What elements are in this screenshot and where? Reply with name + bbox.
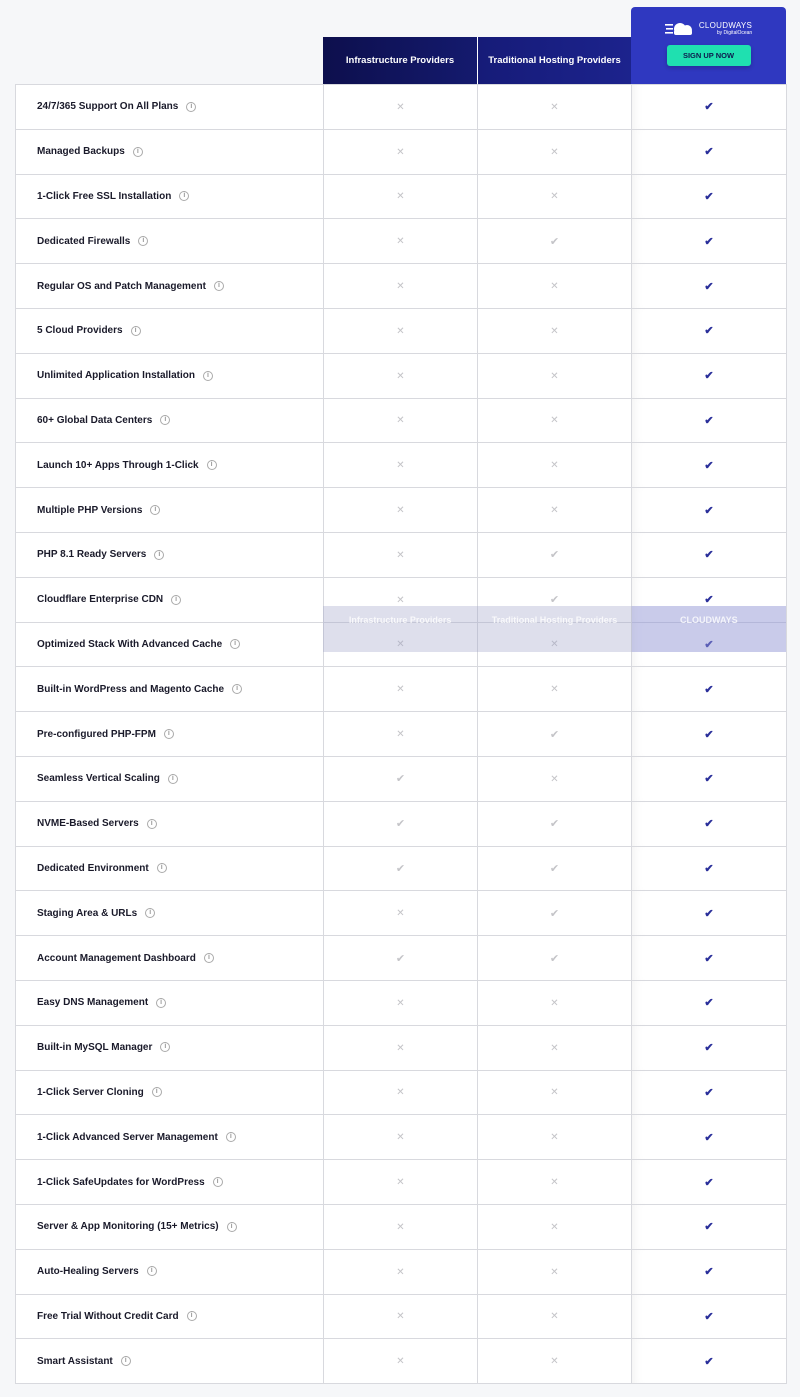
trad-cell [478,1160,632,1205]
cw-cell [632,1070,787,1115]
check-icon: ✔ [549,594,560,607]
table-row [16,1115,787,1160]
column-header-cloudways [631,7,786,84]
brand-name: CLOUDWAYS [698,20,753,30]
cw-cell [632,801,787,846]
feature-cell [16,712,324,757]
table-row [16,1339,787,1384]
cross-icon: ✕ [396,415,405,427]
cw-cell [632,1160,787,1205]
check-icon: ✔ [704,1355,714,1368]
cw-cell [632,443,787,488]
check-icon: ✔ [704,862,714,875]
feature-cell [16,891,324,936]
cw-cell [632,174,787,219]
check-icon: ✔ [704,1176,714,1189]
trad-cell [478,1070,632,1115]
feature-cell [16,622,324,667]
info-icon[interactable]: i [214,281,224,291]
infra-cell [324,1070,478,1115]
table-row [16,398,787,443]
trad-cell [478,756,632,801]
sticky-header-infrastructure: Infrastructure Providers [348,615,452,625]
cw-cell [632,264,787,309]
check-icon: ✔ [704,728,714,741]
trad-cell [478,264,632,309]
sticky-header-traditional: Traditional Hosting Providers [491,615,618,625]
feature-label: PHP 8.1 Ready Servers [37,549,147,561]
feature-cell [16,264,324,309]
info-icon[interactable]: i [152,1087,162,1097]
feature-cell [16,1294,324,1339]
cross-icon: ✕ [396,325,405,337]
check-icon: ✔ [704,504,714,517]
feature-cell [16,532,324,577]
cross-icon: ✕ [396,1221,405,1233]
info-icon[interactable]: i [226,1132,236,1142]
trad-cell [478,532,632,577]
cross-icon: ✕ [550,370,559,382]
trad-cell [478,801,632,846]
info-icon[interactable]: i [157,863,167,873]
trad-cell [478,129,632,174]
trad-cell [478,443,632,488]
cross-icon: ✕ [396,1087,405,1099]
feature-cell [16,936,324,981]
feature-cell [16,353,324,398]
cw-cell [632,398,787,443]
info-icon[interactable]: i [171,595,181,605]
infra-cell [324,264,478,309]
feature-label: Easy DNS Management [37,997,149,1009]
cw-cell [632,936,787,981]
cross-icon: ✕ [550,146,559,158]
info-icon[interactable]: i [186,102,196,112]
cross-icon: ✕ [396,1177,405,1189]
feature-label: Built-in WordPress and Magento Cache [37,683,225,695]
feature-label: Dedicated Environment [37,862,149,874]
infra-cell [324,1160,478,1205]
table-row [16,667,787,712]
cross-icon: ✕ [396,191,405,203]
feature-label: Dedicated Firewalls [37,235,131,247]
table-row [16,1294,787,1339]
check-icon: ✔ [704,997,714,1010]
check-icon: ✔ [549,818,560,831]
feature-label: Optimized Stack With Advanced Cache [37,638,223,650]
infra-cell [324,891,478,936]
check-icon: ✔ [704,459,714,472]
trad-cell [478,936,632,981]
check-icon: ✔ [704,235,714,248]
check-icon: ✔ [704,1131,714,1144]
check-icon: ✔ [704,638,714,651]
cw-cell [632,488,787,533]
cw-cell [632,1339,787,1384]
comparison-table [15,84,787,1384]
cross-icon: ✕ [550,460,559,472]
trad-cell [478,712,632,757]
infra-cell [324,488,478,533]
info-icon[interactable]: i [230,639,240,649]
check-icon: ✔ [704,370,714,383]
infra-cell [324,1294,478,1339]
table-row [16,353,787,398]
infra-cell [324,174,478,219]
cross-icon: ✕ [550,191,559,203]
feature-cell [16,219,324,264]
check-icon: ✔ [549,728,560,741]
cw-cell [632,1115,787,1160]
infra-cell [324,398,478,443]
infra-cell [324,129,478,174]
check-icon: ✔ [549,235,560,248]
cloudways-logo[interactable] [665,19,752,37]
cw-cell [632,756,787,801]
cw-cell [632,532,787,577]
cw-cell [632,85,787,130]
table-row [16,488,787,533]
cross-icon: ✕ [396,460,405,472]
feature-label: Managed Backups [37,146,125,158]
infra-cell [324,712,478,757]
feature-label: Regular OS and Patch Management [37,280,206,292]
trad-cell [478,488,632,533]
feature-cell [16,1115,324,1160]
infra-cell [324,1204,478,1249]
feature-cell [16,129,324,174]
feature-label: Seamless Vertical Scaling [37,773,160,785]
table-row [16,1070,787,1115]
info-icon[interactable]: i [164,729,174,739]
feature-label: 1-Click Advanced Server Management [37,1131,218,1143]
cw-cell [632,1249,787,1294]
table-row [16,1160,787,1205]
infra-cell [324,801,478,846]
table-row [16,85,787,130]
trad-cell [478,1294,632,1339]
info-icon[interactable]: i [133,147,143,157]
check-icon: ✔ [704,549,714,562]
table-row [16,891,787,936]
cw-cell [632,353,787,398]
cw-cell [632,1294,787,1339]
cross-icon: ✕ [550,505,559,517]
info-icon[interactable]: i [168,774,178,784]
cross-icon: ✕ [550,101,559,113]
table-row [16,532,787,577]
cw-cell [632,980,787,1025]
cross-icon: ✕ [396,639,405,651]
info-icon[interactable]: i [227,1222,237,1232]
check-icon: ✔ [549,907,560,920]
info-icon[interactable]: i [150,505,160,515]
check-icon: ✔ [704,818,714,831]
sticky-header-overlay [323,606,786,652]
cross-icon: ✕ [396,997,405,1009]
trad-cell [478,1204,632,1249]
check-icon: ✔ [395,773,406,786]
check-icon: ✔ [704,907,714,920]
table-row [16,1249,787,1294]
feature-label: 60+ Global Data Centers [37,414,153,426]
cross-icon: ✕ [396,1311,405,1323]
infra-cell [324,756,478,801]
check-icon: ✔ [395,952,406,965]
info-icon[interactable]: i [131,326,141,336]
trad-cell [478,1249,632,1294]
feature-cell [16,85,324,130]
check-icon: ✔ [549,952,560,965]
cross-icon: ✕ [550,1042,559,1054]
cross-icon: ✕ [396,594,405,606]
cross-icon: ✕ [550,1177,559,1189]
info-icon[interactable]: i [203,371,213,381]
table-row [16,443,787,488]
feature-cell [16,1249,324,1294]
feature-label: Pre-configured PHP-FPM [37,728,156,740]
info-icon[interactable]: i [187,1311,197,1321]
trad-cell [478,667,632,712]
table-row [16,712,787,757]
feature-cell [16,756,324,801]
cross-icon: ✕ [550,684,559,696]
check-icon: ✔ [704,1310,714,1323]
column-header-infrastructure [323,37,477,84]
trad-cell [478,219,632,264]
table-row [16,756,787,801]
check-icon: ✔ [395,862,406,875]
info-icon[interactable]: i [207,460,217,470]
trad-cell [478,398,632,443]
feature-label: 1-Click SafeUpdates for WordPress [37,1176,205,1188]
feature-label: Multiple PHP Versions [37,504,143,516]
feature-cell [16,398,324,443]
sticky-header-cloudways: CLOUDWAYS [632,606,786,652]
info-icon[interactable]: i [179,191,189,201]
cross-icon: ✕ [396,281,405,293]
cross-icon: ✕ [396,1042,405,1054]
brand-sub: by DigitalOcean [716,29,753,36]
cw-cell [632,667,787,712]
feature-label: Free Trial Without Credit Card [37,1310,179,1322]
info-icon[interactable]: i [145,908,155,918]
trad-cell [478,85,632,130]
cw-cell [632,1204,787,1249]
cw-cell [632,712,787,757]
cloud-logo-icon [665,19,695,37]
info-icon[interactable]: i [160,415,170,425]
feature-cell [16,1025,324,1070]
cross-icon: ✕ [396,505,405,517]
cross-icon: ✕ [396,146,405,158]
check-icon: ✔ [704,325,714,338]
info-icon[interactable]: i [204,953,214,963]
feature-label: 1-Click Free SSL Installation [37,190,172,202]
trad-cell [478,980,632,1025]
trad-cell [478,174,632,219]
info-icon[interactable]: i [160,1042,170,1052]
infra-cell [324,1339,478,1384]
feature-cell [16,801,324,846]
table-row [16,980,787,1025]
check-icon: ✔ [704,414,714,427]
trad-cell [478,1115,632,1160]
feature-label: Launch 10+ Apps Through 1-Click [37,459,199,471]
cross-icon: ✕ [396,549,405,561]
table-row [16,936,787,981]
feature-label: 24/7/365 Support On All Plans [37,101,179,113]
infra-cell [324,1115,478,1160]
check-icon: ✔ [704,1086,714,1099]
feature-label: Server & App Monitoring (15+ Metrics) [37,1221,219,1233]
cross-icon: ✕ [396,1266,405,1278]
feature-cell [16,1070,324,1115]
infra-cell [324,667,478,712]
trad-cell [478,891,632,936]
check-icon: ✔ [704,1266,714,1279]
info-icon[interactable]: i [147,1266,157,1276]
feature-label: Cloudflare Enterprise CDN [37,594,164,606]
feature-cell [16,1160,324,1205]
cross-icon: ✕ [550,1311,559,1323]
feature-cell [16,443,324,488]
infra-cell [324,219,478,264]
check-icon: ✔ [549,549,560,562]
feature-label: NVME-Based Servers [37,818,139,830]
cross-icon: ✕ [550,1087,559,1099]
feature-cell [16,1204,324,1249]
cross-icon: ✕ [396,236,405,248]
table-row [16,174,787,219]
check-icon: ✔ [704,1042,714,1055]
feature-label: Staging Area & URLs [37,907,138,919]
trad-cell [478,846,632,891]
table-row [16,308,787,353]
infra-cell [324,85,478,130]
feature-label: Built-in MySQL Manager [37,1042,153,1054]
sign-up-button[interactable]: SIGN UP NOW [667,45,751,66]
infra-cell [324,846,478,891]
infra-cell [324,443,478,488]
infra-cell [324,1025,478,1070]
table-row [16,129,787,174]
check-icon: ✔ [704,594,714,607]
table-row [16,1204,787,1249]
cross-icon: ✕ [550,1266,559,1278]
column-header-label: Infrastructure Providers [345,55,455,66]
info-icon[interactable]: i [232,684,242,694]
check-icon: ✔ [704,280,714,293]
cross-icon: ✕ [550,773,559,785]
cross-icon: ✕ [396,729,405,741]
cross-icon: ✕ [396,1356,405,1368]
info-icon[interactable]: i [156,998,166,1008]
table-row [16,846,787,891]
cross-icon: ✕ [396,101,405,113]
cross-icon: ✕ [550,325,559,337]
info-icon[interactable]: i [147,819,157,829]
cw-cell [632,129,787,174]
feature-label: Unlimited Application Installation [37,370,195,382]
trad-cell [478,308,632,353]
check-icon: ✔ [704,1221,714,1234]
check-icon: ✔ [549,862,560,875]
cross-icon: ✕ [550,1356,559,1368]
feature-label: 1-Click Server Cloning [37,1086,144,1098]
info-icon[interactable]: i [154,550,164,560]
cross-icon: ✕ [550,415,559,427]
feature-cell [16,846,324,891]
column-header-label: Traditional Hosting Providers [488,55,621,66]
check-icon: ✔ [704,952,714,965]
feature-cell [16,980,324,1025]
feature-label: 5 Cloud Providers [37,325,123,337]
infra-cell [324,353,478,398]
cross-icon: ✕ [396,684,405,696]
feature-label: Auto-Healing Servers [37,1266,139,1278]
table-row [16,801,787,846]
infra-cell [324,936,478,981]
feature-label: Smart Assistant [37,1355,113,1367]
info-icon[interactable]: i [138,236,148,246]
cw-cell [632,308,787,353]
check-icon: ✔ [704,683,714,696]
cross-icon: ✕ [550,1132,559,1144]
feature-cell [16,308,324,353]
cross-icon: ✕ [550,997,559,1009]
check-icon: ✔ [395,818,406,831]
check-icon: ✔ [704,146,714,159]
trad-cell [478,1025,632,1070]
column-header-traditional [477,37,631,84]
table-row [16,264,787,309]
cross-icon: ✕ [550,281,559,293]
check-icon: ✔ [704,101,714,114]
infra-cell [324,1249,478,1294]
check-icon: ✔ [704,190,714,203]
trad-cell [478,353,632,398]
cw-cell [632,1025,787,1070]
cross-icon: ✕ [550,1221,559,1233]
cross-icon: ✕ [550,639,559,651]
feature-cell [16,1339,324,1384]
cross-icon: ✕ [396,908,405,920]
cw-cell [632,846,787,891]
cw-cell [632,219,787,264]
table-row [16,219,787,264]
info-icon[interactable]: i [213,1177,223,1187]
feature-cell [16,577,324,622]
feature-label: Account Management Dashboard [37,952,196,964]
feature-cell [16,174,324,219]
infra-cell [324,980,478,1025]
table-row [16,1025,787,1070]
cross-icon: ✕ [396,370,405,382]
cross-icon: ✕ [396,1132,405,1144]
check-icon: ✔ [704,773,714,786]
infra-cell [324,532,478,577]
cw-cell [632,891,787,936]
trad-cell [478,1339,632,1384]
feature-cell [16,488,324,533]
info-icon[interactable]: i [121,1356,131,1366]
infra-cell [324,308,478,353]
feature-cell [16,667,324,712]
